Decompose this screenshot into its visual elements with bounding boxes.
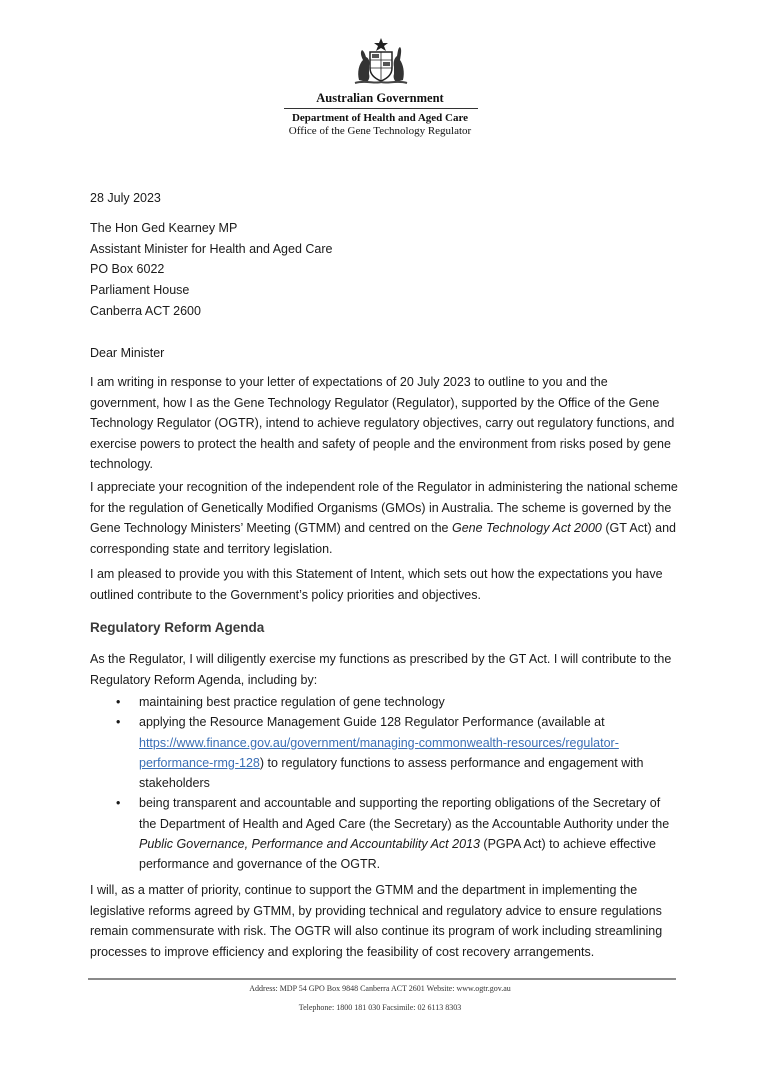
government-name: Australian Government	[316, 91, 444, 105]
recipient-building: Parliament House	[90, 283, 190, 298]
salutation: Dear Minister	[90, 346, 165, 360]
paragraph-reform: As the Regulator, I will diligently exercise my functions as prescribed by the GT Act. I will contribute to the Regulatory Reform Agenda, including by:	[90, 652, 672, 687]
bullet-icon: •	[116, 796, 121, 811]
paragraph-intro: I am writing in response to your letter of expectations of 20 July 2023 to outline to you and the government, how I as the Gene Technology Regulator (Regulator), supported by the Office of the Gene Technology Regulator (OGTR), intend to achieve regulatory objectives, carry out regulatory functions, and exercise powers to protect the health and safety of people and the environment from risks posed by gene technology.	[90, 375, 675, 472]
section-heading: Regulatory Reform Agenda	[90, 620, 265, 635]
footer-phone: Telephone: 1800 181 030 Facsimile: 02 6113 8303	[298, 1003, 462, 1012]
department-name: Department of Health and Aged Care	[291, 112, 469, 124]
paragraph-scheme	[90, 477, 680, 559]
recipient-po-box: PO Box 6022	[90, 262, 165, 277]
letterhead-divider	[284, 108, 478, 109]
paragraph-scheme-part1: I appreciate your recognition of the independent role of the Regulator in administering the national scheme for the regulation of Genetically Modified Organisms (GMOs) in Australia. The scheme is governed by the Gene Technology Ministers’ Meeting (GTMM) and centred on the	[90, 480, 678, 536]
bullet-text-part1: being transparent and accountable and supporting the reporting obligations of the Secretary of the Department of Health and Aged Care (the Secretary) as the Accountable Authority under the	[139, 796, 670, 831]
bullet-icon: •	[116, 695, 121, 709]
recipient-address	[90, 218, 680, 322]
bullet-text-part2: (PGPA Act) to achieve effective performance and governance of the OGTR.	[139, 837, 656, 872]
bullet-icon: •	[116, 715, 121, 730]
recipient-title: Assistant Minister for Health and Aged Care	[90, 241, 333, 256]
bullet-text: maintaining best practice regulation of gene technology	[139, 695, 445, 709]
bullet-text-part1: applying the Resource Management Guide 128 Regulator Performance (available at	[139, 715, 605, 730]
office-name: Office of the Gene Technology Regulator	[288, 125, 472, 137]
list-item	[90, 712, 680, 793]
letter-date: 28 July 2023	[90, 191, 161, 205]
rmg-128-link[interactable]: https://www.finance.gov.au/government/managing-commonwealth-resources/regulator-performance-rmg-128	[139, 735, 619, 770]
footer-address: Address: MDP 54 GPO Box 9848 Canberra ACT 2601 Website: www.ogtr.gov.au	[249, 984, 511, 993]
footer-divider	[88, 978, 676, 980]
paragraph-priority: I will, as a matter of priority, continue to support the GTMM and the department in implementing the legislative reforms agreed by GTMM, by providing technical and regulatory advice to ensure regulations remain commensurate with risk. The OGTR will also continue its program of work including streamlining processes to improve efficiency and exploring the feasibility of cost recovery arrangements.	[90, 883, 663, 959]
list-item	[90, 692, 680, 712]
pgpa-act-title: Public Governance, Performance and Accountability Act 2013	[139, 837, 480, 852]
list-item	[90, 793, 680, 874]
paragraph-statement: I am pleased to provide you with this Statement of Intent, which sets out how the expectations you have outlined contribute to the Government’s policy priorities and objectives.	[90, 567, 663, 602]
gt-act-title: Gene Technology Act 2000	[451, 521, 602, 536]
paragraph-scheme-part2: (GT Act) and corresponding state and territory legislation.	[90, 521, 676, 556]
recipient-city: Canberra ACT 2600	[90, 303, 201, 318]
coat-of-arms-icon	[345, 36, 417, 86]
reform-list	[90, 692, 680, 875]
recipient-name: The Hon Ged Kearney MP	[90, 221, 238, 235]
bullet-text-part2: ) to regulatory functions to assess performance and engagement with stakeholders	[139, 755, 644, 791]
